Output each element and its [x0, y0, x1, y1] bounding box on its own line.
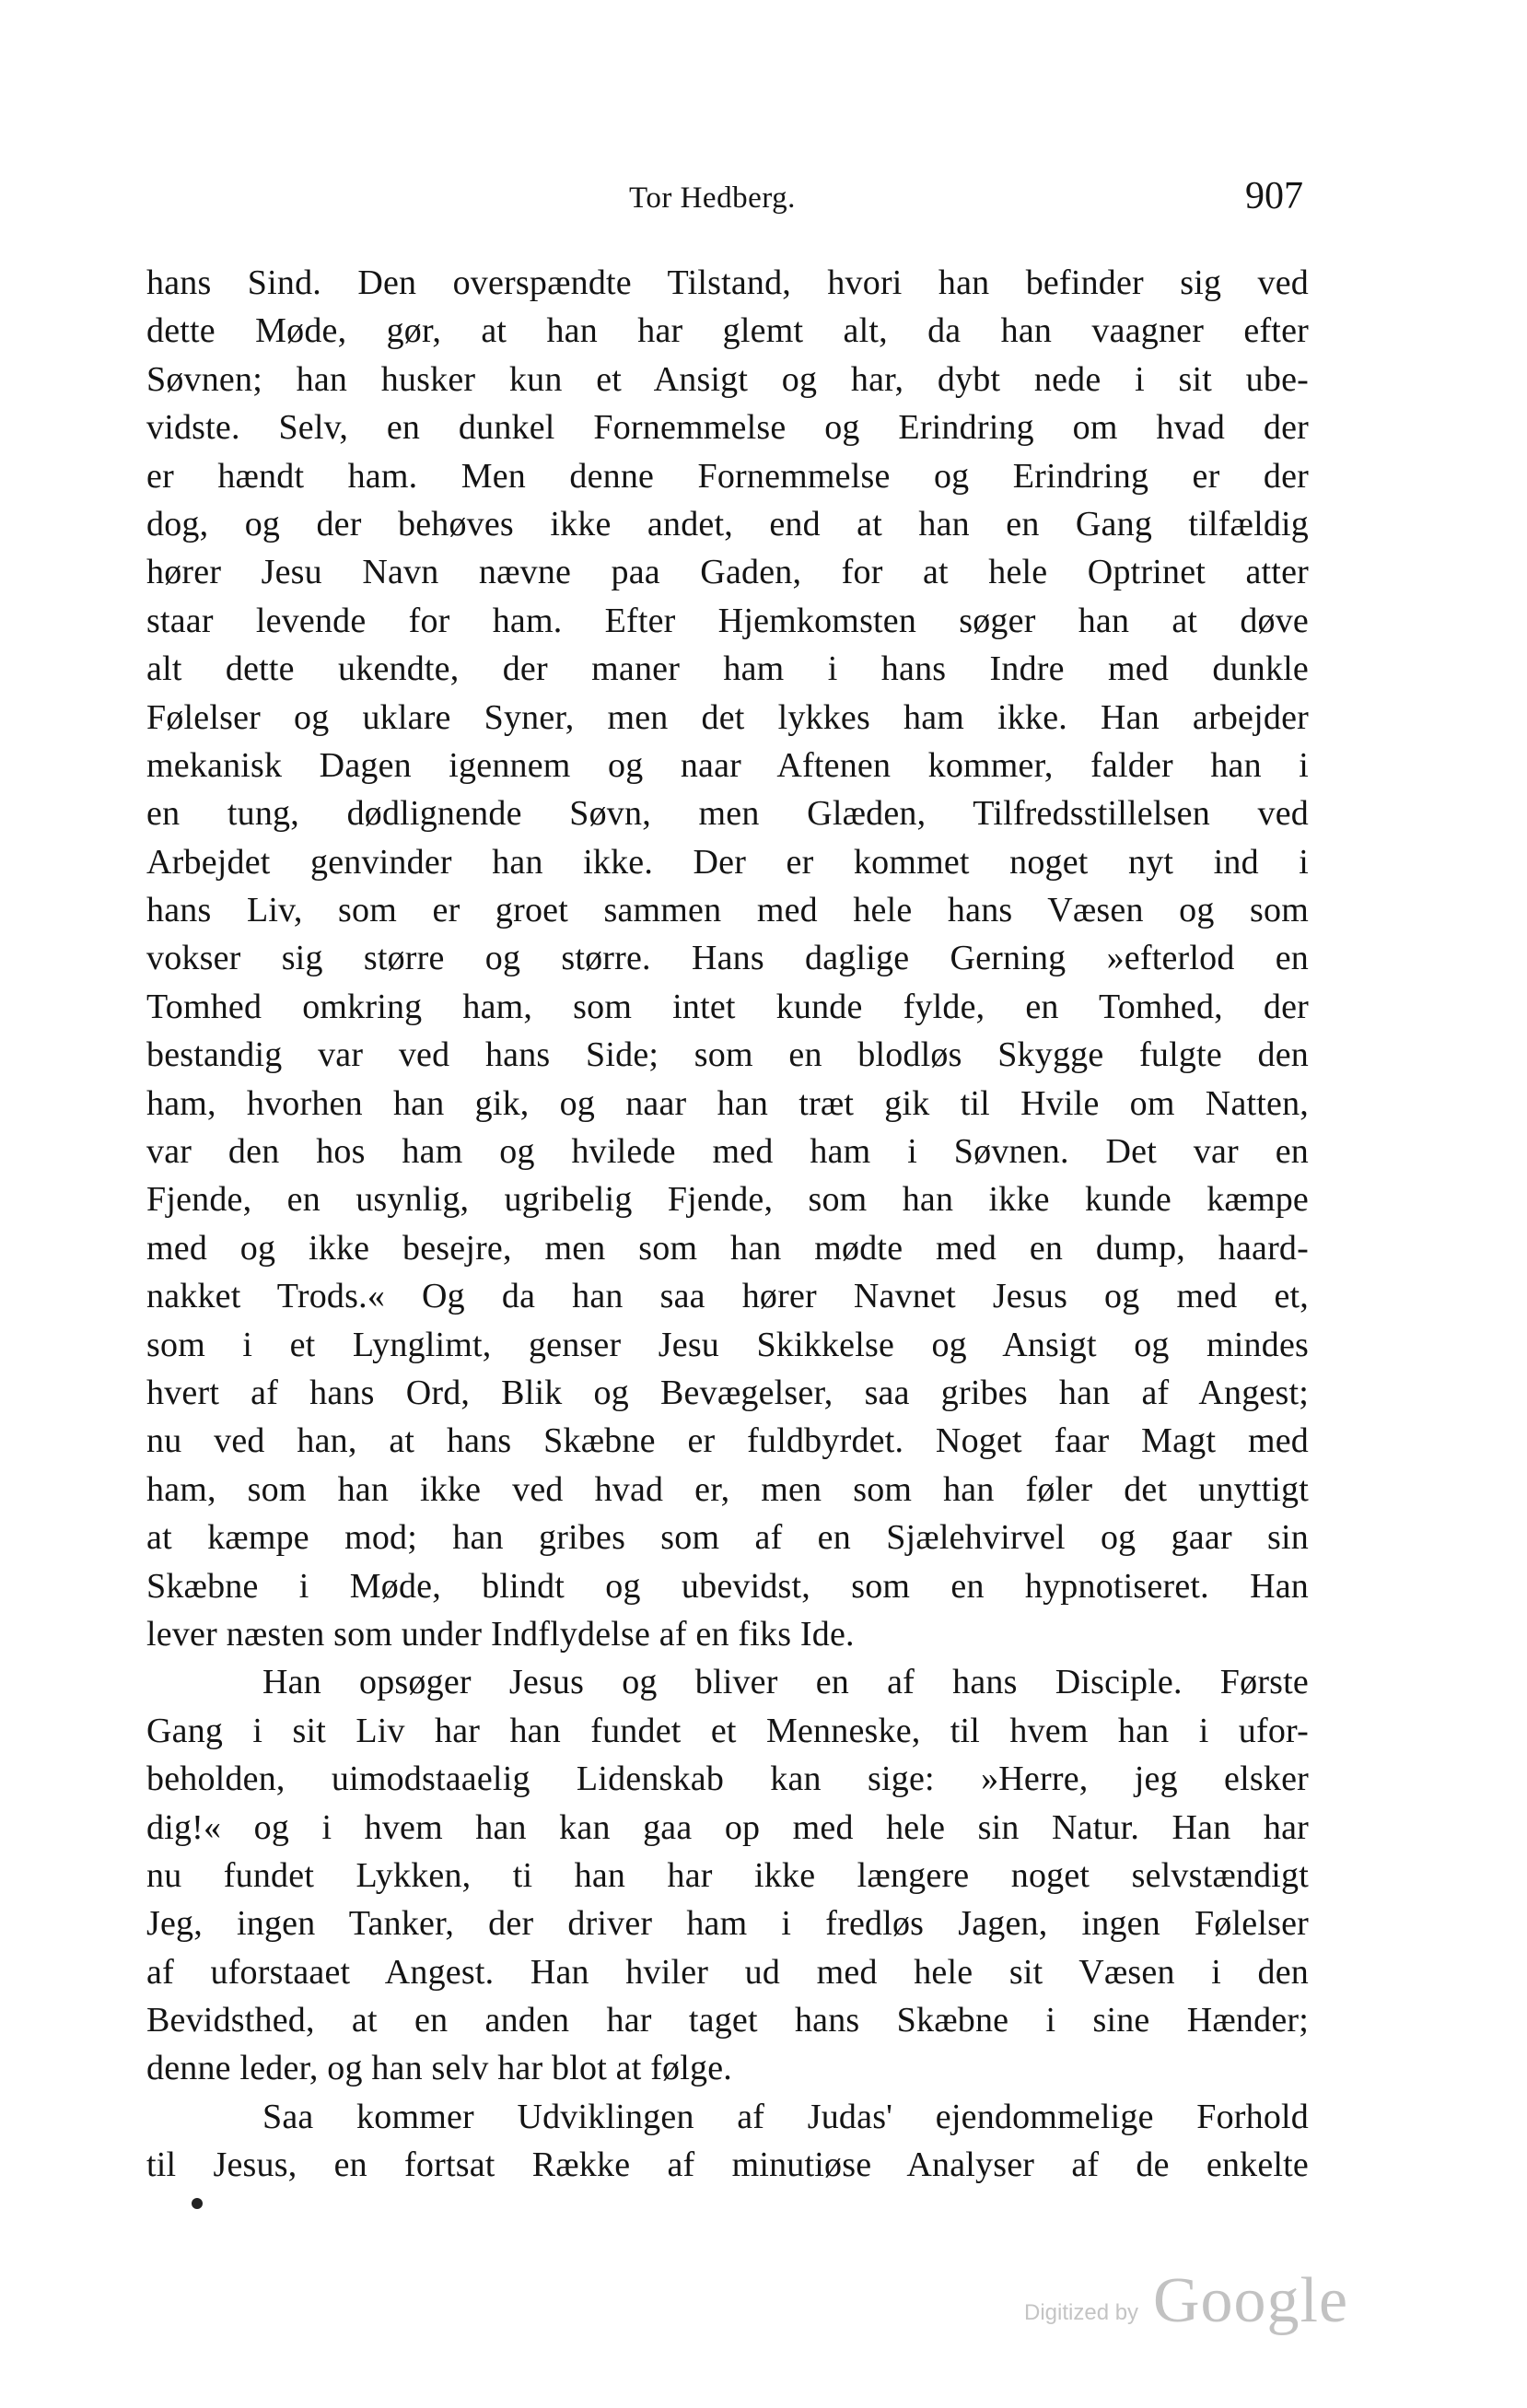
text-line: dog, og der behøves ikke andet, end at han en Gang tilfældig	[146, 504, 1309, 544]
text-line: til Jesus, en fortsat Række af minutiøse Analyser af de enkelte	[146, 2145, 1309, 2185]
running-title: Tor Hedberg.	[629, 181, 796, 215]
stray-dot-mark	[192, 2198, 203, 2209]
text-line: som i et Lynglimt, genser Jesu Skikkelse og Ansigt og mindes	[146, 1325, 1309, 1364]
text-line: mekanisk Dagen igennem og naar Aftenen kommer, falder han i	[146, 745, 1309, 785]
text-line: Søvnen; han husker kun et Ansigt og har, dybt nede i sit ube-	[146, 359, 1309, 399]
text-line: hører Jesu Navn nævne paa Gaden, for at hele Optrinet atter	[146, 553, 1309, 592]
page-number: 907	[1245, 175, 1303, 217]
text-line: med og ikke besejre, men som han mødte med en dump, haard-	[146, 1228, 1309, 1268]
text-line: er hændt ham. Men denne Fornemmelse og Erindring er der	[146, 456, 1309, 496]
paragraph-start-line: Saa kommer Udviklingen af Judas' ejendommelige Forhold	[262, 2097, 1309, 2136]
text-line: Fjende, en usynlig, ugribelig Fjende, som han ikke kunde kæmpe	[146, 1180, 1309, 1220]
google-logo: Google	[1153, 2265, 1349, 2336]
text-line: vokser sig større og større. Hans daglige Gerning »efterlod en	[146, 939, 1309, 978]
text-line: ham, hvorhen han gik, og naar han træt gik til Hvile om Natten,	[146, 1083, 1309, 1123]
text-line: alt dette ukendte, der maner ham i hans Indre med dunkle	[146, 649, 1309, 689]
text-line: Gang i sit Liv har han fundet et Menneske, til hvem han i ufor-	[146, 1711, 1309, 1750]
body-text	[146, 259, 1309, 2190]
text-line: Arbejdet genvinder han ikke. Der er kommet noget nyt ind i	[146, 842, 1309, 882]
text-line: Følelser og uklare Syner, men det lykkes ham ikke. Han arbejder	[146, 697, 1309, 737]
text-line: Tomhed omkring ham, som intet kunde fylde, en Tomhed, der	[146, 987, 1309, 1026]
text-line: beholden, uimodstaaelig Lidenskab kan sige: »Herre, jeg elsker	[146, 1759, 1309, 1799]
text-line: Jeg, ingen Tanker, der driver ham i fredløs Jagen, ingen Følelser	[146, 1904, 1309, 1944]
text-line: nu fundet Lykken, ti han har ikke længere noget selvstændigt	[146, 1855, 1309, 1895]
text-line: hans Liv, som er groet sammen med hele hans Væsen og som	[146, 891, 1309, 930]
text-line: Skæbne i Møde, blindt og ubevidst, som en hypnotiseret. Han	[146, 1566, 1309, 1606]
text-line: en tung, dødlignende Søvn, men Glæden, Tilfredsstillelsen ved	[146, 794, 1309, 834]
text-line: af uforstaaet Angest. Han hviler ud med hele sit Væsen i den	[146, 1952, 1309, 1992]
text-line: bestandig var ved hans Side; som en blodløs Skygge fulgte den	[146, 1035, 1309, 1075]
paragraph-start-line: Han opsøger Jesus og bliver en af hans Disciple. Første	[262, 1663, 1309, 1702]
text-line: at kæmpe mod; han gribes som af en Sjælehvirvel og gaar sin	[146, 1518, 1309, 1558]
text-line: staar levende for ham. Efter Hjemkomsten søger han at døve	[146, 601, 1309, 640]
digitization-watermark	[1024, 2262, 1349, 2345]
text-line: vidste. Selv, en dunkel Fornemmelse og Erindring om hvad der	[146, 408, 1309, 448]
paragraph-end-line: denne leder, og han selv har blot at følge.	[146, 2049, 732, 2088]
watermark-prefix: Digitized by	[1024, 2300, 1139, 2325]
text-line: var den hos ham og hvilede med ham i Søvnen. Det var en	[146, 1132, 1309, 1172]
paragraph-end-line: lever næsten som under Indflydelse af en fiks Ide.	[146, 1614, 855, 1654]
text-line: hans Sind. Den overspændte Tilstand, hvori han befinder sig ved	[146, 263, 1309, 302]
text-line: nakket Trods.« Og da han saa hører Navnet Jesus og med et,	[146, 1277, 1309, 1316]
text-line: nu ved han, at hans Skæbne er fuldbyrdet. Noget faar Magt med	[146, 1421, 1309, 1461]
running-head	[0, 175, 1527, 221]
text-line: hvert af hans Ord, Blik og Bevægelser, saa gribes han af Angest;	[146, 1373, 1309, 1412]
text-line: dig!« og i hvem han kan gaa op med hele sin Natur. Han har	[146, 1807, 1309, 1847]
text-line: dette Møde, gør, at han har glemt alt, da han vaagner efter	[146, 311, 1309, 351]
text-line: ham, som han ikke ved hvad er, men som han føler det unyttigt	[146, 1469, 1309, 1509]
text-line: Bevidsthed, at en anden har taget hans Skæbne i sine Hænder;	[146, 2001, 1309, 2040]
